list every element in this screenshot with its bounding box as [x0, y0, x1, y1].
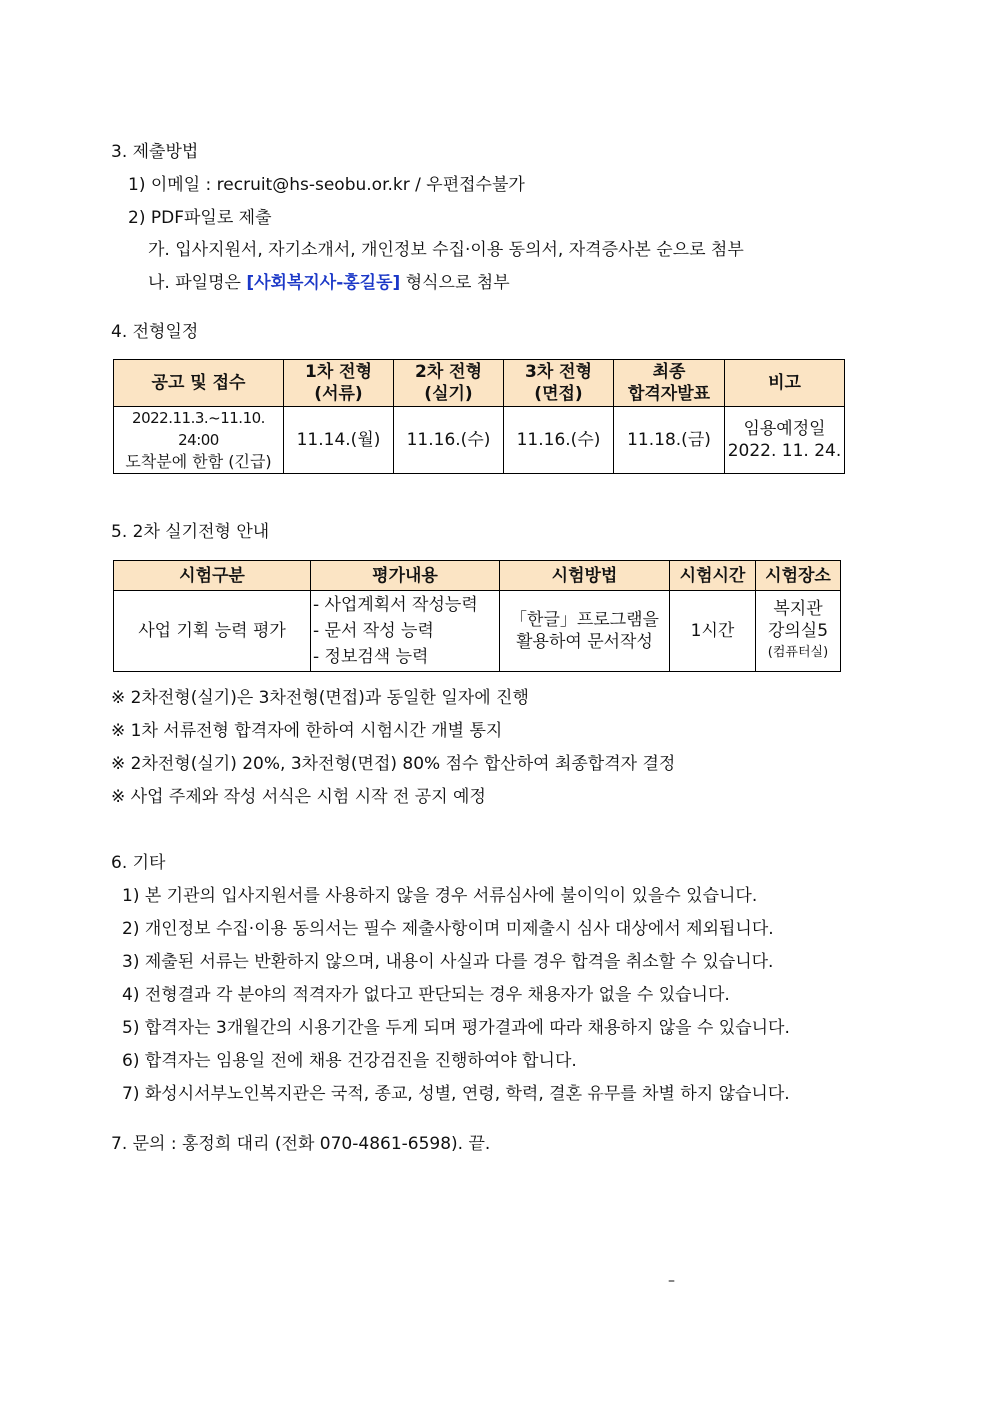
etc-item: 3) 제출된 서류는 반환하지 않으며, 내용이 사실과 다를 경우 합격을 취소할 수 있습니다. — [122, 952, 774, 972]
exam-place: 복지관 강의실5 (컴퓨터실) — [756, 591, 841, 672]
exam-note: ※ 2차전형(실기) 20%, 3차전형(면접) 80% 점수 합산하여 최종합격자 결정 — [111, 754, 676, 774]
exam-header-time: 시험시간 — [670, 561, 756, 591]
schedule-header-round1: 1차 전형 (서류) — [284, 360, 394, 407]
exam-note: ※ 1차 서류전형 합격자에 한하여 시험시간 개별 통지 — [111, 721, 503, 741]
section-3-heading: 3. 제출방법 — [111, 142, 199, 162]
schedule-round3-date: 11.16.(수) — [504, 407, 614, 474]
schedule-header-remarks: 비고 — [725, 360, 845, 407]
submit-pdf-item: 2) PDF파일로 제출 — [128, 208, 272, 228]
exam-header-method: 시험방법 — [500, 561, 670, 591]
etc-item: 5) 합격자는 3개월간의 시용기간을 두게 되며 평가결과에 따라 채용하지 않을 수 있습니다. — [122, 1018, 790, 1038]
submit-filename-rule — [148, 272, 510, 294]
schedule-header-notice: 공고 및 접수 — [114, 360, 284, 407]
exam-header-category: 시험구분 — [114, 561, 311, 591]
exam-content-item: - 문서 작성 능력 — [313, 621, 434, 641]
schedule-round2-date: 11.16.(수) — [394, 407, 504, 474]
schedule-remarks: 임용예정일 2022. 11. 24. — [725, 407, 845, 474]
contact-line: 7. 문의 : 홍정희 대리 (전화 070-4861-6598). 끝. — [111, 1134, 491, 1154]
section-6-heading: 6. 기타 — [111, 853, 166, 873]
exam-header-place: 시험장소 — [756, 561, 841, 591]
schedule-table — [113, 359, 845, 474]
exam-time: 1시간 — [670, 591, 756, 672]
etc-item: 6) 합격자는 임용일 전에 채용 건강검진을 진행하여야 합니다. — [122, 1051, 577, 1071]
section-4-heading: 4. 전형일정 — [111, 322, 199, 342]
schedule-header-round2: 2차 전형 (실기) — [394, 360, 504, 407]
schedule-header-round3: 3차 전형 (면접) — [504, 360, 614, 407]
filename-example: [사회복지사-홍길동] — [246, 273, 401, 293]
schedule-notice-period: 2022.11.3.~11.10. 24:00 도착분에 한함 (긴급) — [114, 407, 284, 474]
schedule-final-date: 11.18.(금) — [614, 407, 725, 474]
schedule-round1-date: 11.14.(월) — [284, 407, 394, 474]
etc-item: 4) 전형결과 각 분야의 적격자가 없다고 판단되는 경우 채용자가 없을 수 있습니다. — [122, 985, 730, 1005]
submit-attach-order: 가. 입사지원서, 자기소개서, 개인정보 수집·이용 동의서, 자격증사본 순으로 첨부 — [148, 240, 744, 260]
etc-item: 2) 개인정보 수집·이용 동의서는 필수 제출사항이며 미제출시 심사 대상에서 제외됩니다. — [122, 919, 774, 939]
etc-item: 1) 본 기관의 입사지원서를 사용하지 않을 경우 서류심사에 불이익이 있을수 있습니다. — [122, 886, 758, 906]
exam-category: 사업 기획 능력 평가 — [114, 591, 311, 672]
filename-rule-suffix: 형식으로 첨부 — [400, 273, 510, 293]
page-footer-mark: – — [668, 1273, 675, 1289]
exam-content-item: - 정보검색 능력 — [313, 647, 429, 667]
exam-header-content: 평가내용 — [311, 561, 500, 591]
exam-method: 「한글」프로그램을 활용하여 문서작성 — [500, 591, 670, 672]
submit-email-item: 1) 이메일 : recruit@hs-seobu.or.kr / 우편접수불가 — [128, 175, 525, 195]
exam-content-item: - 사업계획서 작성능력 — [313, 595, 478, 615]
section-5-heading: 5. 2차 실기전형 안내 — [111, 522, 270, 542]
exam-contents — [311, 591, 500, 672]
etc-item: 7) 화성시서부노인복지관은 국적, 종교, 성별, 연령, 학력, 결혼 유무를 차별 하지 않습니다. — [122, 1084, 790, 1104]
exam-note: ※ 사업 주제와 작성 서식은 시험 시작 전 공지 예정 — [111, 787, 486, 807]
filename-rule-prefix: 나. 파일명은 — [148, 273, 247, 293]
practical-exam-table — [113, 560, 841, 672]
exam-note: ※ 2차전형(실기)은 3차전형(면접)과 동일한 일자에 진행 — [111, 688, 529, 708]
schedule-header-final: 최종 합격자발표 — [614, 360, 725, 407]
